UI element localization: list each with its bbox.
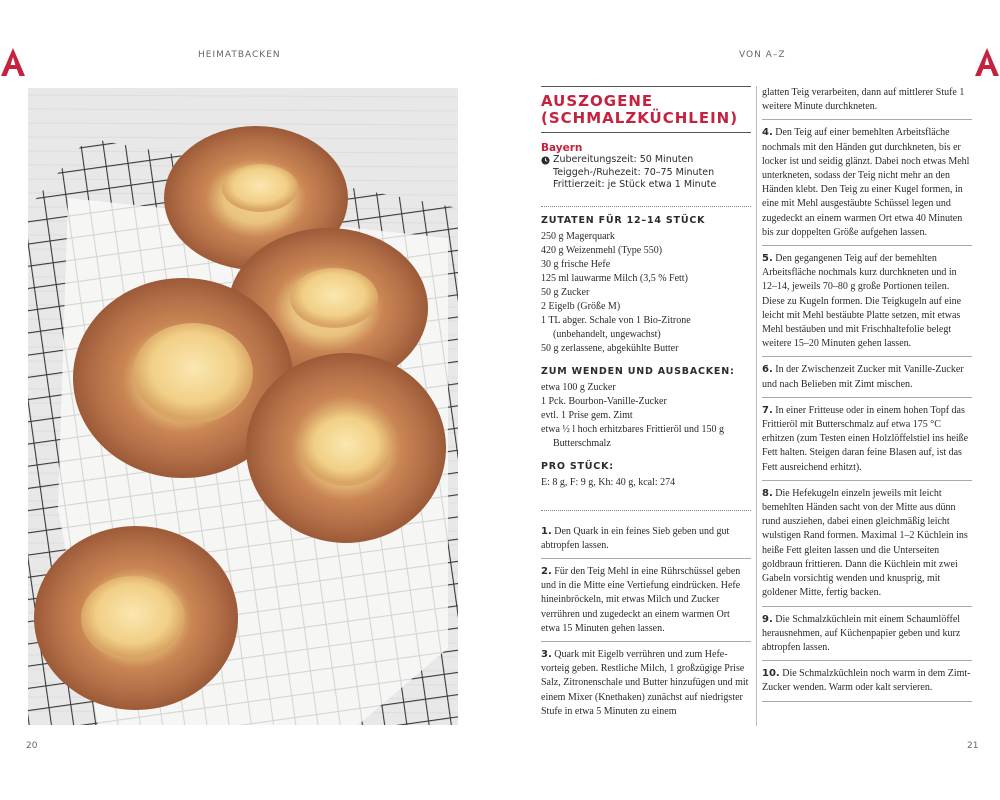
step-text: Die Schmalzküchlein noch warm in dem Zimt-Zucker wenden. Warm oder kalt servieren. [762, 668, 971, 694]
recipe-column-left [541, 86, 751, 730]
ingredient-item: 30 g frische Hefe [541, 258, 611, 270]
step-item [762, 363, 972, 397]
step-text: glatten Teig verarbeiten, dann auf mittlerer Stufe 1 weitere Minute durchkneten. [762, 87, 965, 113]
ingredient-item: (unbehandelt, ungewachst) [553, 328, 661, 340]
step-text: Den Quark in ein feines Sieb geben und gut abtropfen lassen. [541, 525, 730, 551]
time-row [541, 179, 751, 192]
ingredient-list [541, 230, 751, 356]
ingredient-item: 2 Eigelb (Größe M) [541, 300, 621, 312]
step-number: 9. [762, 613, 773, 625]
step-text: Den gegangenen Teig auf der bemehlten Arbeitsfläche nochmals kurz durchkneten und in 12–14, jeweils 70–80 g große Portionen teilen. Diese zu Kugeln formen. Die Teigkugeln auf eine leicht mit Mehl bestäubte Platte setzen, mit etwas Mehl bestäuben und mit Frischhaltefolie belegt weitere 15–20 Minuten gehen lassen. [762, 253, 962, 350]
ingredient-item: 50 g Zucker [541, 286, 590, 298]
frying-item: Butterschmalz [553, 437, 611, 449]
step-number: 2. [541, 565, 552, 577]
step-number: 6. [762, 364, 773, 376]
ingredient-item: 125 ml lauwarme Milch (3,5 % Fett) [541, 272, 688, 284]
fry-time: Frittierzeit: je Stück etwa 1 Minute [553, 179, 717, 190]
step-number: 1. [541, 525, 552, 537]
step-item [762, 613, 972, 662]
step-item [762, 252, 972, 357]
nutrition-heading: PRO STÜCK: [541, 460, 614, 472]
recipe-title-box [541, 86, 751, 133]
brand-logo-icon [0, 47, 26, 77]
frying-item: etwa 100 g Zucker [541, 381, 616, 393]
time-row [541, 167, 751, 180]
frying-heading: ZUM WENDEN UND AUSBACKEN: [541, 365, 735, 377]
frying-list [541, 381, 751, 451]
step-item [762, 667, 972, 701]
step-number: 3. [541, 648, 552, 660]
time-list [541, 154, 751, 192]
step-text: Den Teig auf einer bemehlten Arbeitsfläche nochmals mit den Händen gut durchkneten, bis er locker ist und seidig glänzt. Dabei noch etwas Mehl unterkneten, sodass der Teig nicht mehr an den Händen klebt. Den Teig zu einer Kugel formen, in eine mit Mehl ausgestäubte Schüssel legen und zugedeckt an einem warmen Ort etwa 40 Minuten bis zur doppelten Größe aufgehen lassen. [762, 127, 970, 238]
step-text: In der Zwischenzeit Zucker mit Vanille-Zucker und nach Belieben mit Zimt mischen. [762, 364, 964, 390]
time-row [541, 154, 751, 167]
frying-item: 1 Pck. Bourbon-Vanille-Zucker [541, 395, 667, 407]
step-text: Quark mit Eigelb verrühren und zum Hefe-vorteig geben. Restliche Milch, 1 großzügige Prise Salz, Zitronenschale und Butter hinzufügen und mit einem Mixer (Knethaken) zunächst auf niedrigster Stufe in etwa 5 Minuten zu einem [541, 648, 749, 717]
brand-logo-icon [974, 47, 1000, 77]
step-number: 7. [762, 404, 773, 416]
nutrition-values: E: 8 g, F: 9 g, Kh: 40 g, kcal: 274 [541, 476, 676, 488]
ingredient-item: 420 g Weizenmehl (Type 550) [541, 244, 663, 256]
step-text: Die Schmalzküchlein mit einem Schaumlöffel herausnehmen, auf Küchenpapier geben und kurz abtropfen lassen. [762, 613, 961, 653]
page-number-right: 21 [967, 741, 979, 751]
step-text: Die Hefekugeln einzeln jeweils mit leicht bemehlten Händen sacht von der Mitte aus dünn rund ausziehen, dabei einen gleichmäßig leicht wulstigen Rand formen. Maximal 1–2 Küchlein ins heiße Fett gleiten lassen und die Unterseiten goldbraun frittieren. Dann die Küchlein mit zwei Gabeln vorsichtig wenden und knusprig, mit goldener Mitte, fertig backen. [762, 487, 968, 599]
step-text: Für den Teig Mehl in eine Rührschüssel geben und in die Mitte eine Vertiefung eindrücken. Hefe hineinbröckeln, mit etwas Milch und Zucker verrühren und zugedeckt an einem warmen Ort etwa 15 Minuten gehen lassen. [541, 565, 741, 634]
step-continuation [762, 86, 972, 120]
steps-left [541, 525, 751, 724]
recipe-region: Bayern [541, 142, 583, 154]
page-number-left: 20 [26, 741, 38, 751]
running-title-left: HEIMATBACKEN [198, 50, 281, 60]
column-divider [756, 86, 757, 726]
step-item [541, 525, 751, 559]
recipe-title-line2: (SCHMALZKÜCHLEIN) [541, 109, 739, 127]
dotted-divider [541, 510, 751, 511]
step-number: 4. [762, 127, 773, 139]
running-title-right: VON A–Z [739, 50, 786, 60]
step-item [762, 126, 972, 246]
frying-item: evtl. 1 Prise gem. Zimt [541, 409, 633, 421]
step-number: 5. [762, 253, 773, 265]
ingredients-heading: ZUTATEN FÜR 12–14 STÜCK [541, 214, 706, 226]
step-item [541, 565, 751, 642]
prep-time: Zubereitungszeit: 50 Minuten [553, 154, 694, 165]
step-item [541, 648, 751, 724]
ingredient-item: 250 g Magerquark [541, 230, 615, 242]
recipe-title-line1: AUSZOGENE [541, 92, 654, 110]
step-text: In einer Fritteuse oder in einem hohen Topf das Frittieröl mit Butterschmalz auf etwa 175 °C erhitzen (zum Testen einen Holzlöffelstiel ins heiße Fett halten. Steigen daran feine Blasen auf, ist das Fett ausreichend erhitzt). [762, 404, 969, 473]
step-number: 10. [762, 668, 780, 680]
dotted-divider [541, 206, 751, 207]
step-item [762, 404, 972, 481]
frying-item: etwa ½ l hoch erhitzbares Frittieröl und 150 g [541, 423, 725, 435]
recipe-photo [28, 88, 458, 725]
recipe-column-right [762, 86, 972, 708]
step-number: 8. [762, 487, 773, 499]
clock-icon [541, 156, 550, 165]
step-item [762, 487, 972, 607]
ingredient-item: 50 g zerlassene, abgekühlte Butter [541, 342, 679, 354]
rest-time: Teiggeh-/Ruhezeit: 70–75 Minuten [553, 166, 715, 178]
ingredient-item: 1 TL abger. Schale von 1 Bio-Zitrone [541, 314, 691, 326]
